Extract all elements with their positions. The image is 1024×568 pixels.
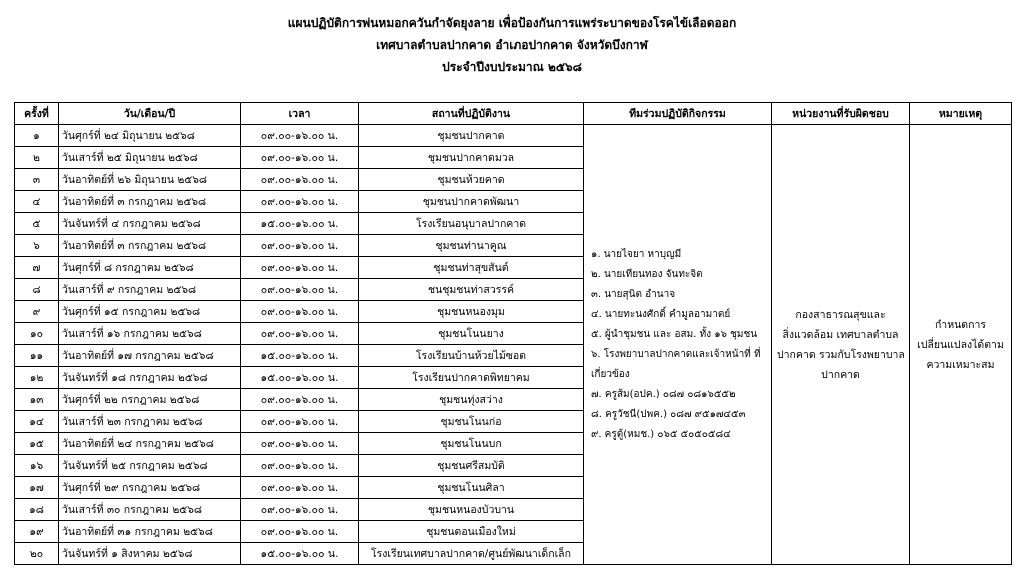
row-time: ๐๙.๐๐-๑๖.๐๐ น. [241, 191, 359, 213]
document-header [0, 0, 1024, 78]
row-place: ชุมชนโนนศิลา [359, 477, 584, 499]
row-no: ๑๑ [15, 345, 59, 367]
team-member: เกี่ยวข้อง [591, 368, 630, 380]
row-time: ๐๙.๐๐-๑๖.๐๐ น. [241, 411, 359, 433]
remark-line: กำหนดการ [934, 318, 987, 331]
row-no: ๔ [15, 191, 59, 213]
table-header-row [15, 103, 1012, 125]
agency-line: ปากคาด รวมกับโรงพยาบาล [777, 348, 905, 361]
row-date: วันศุกร์ที่ ๒๙ กรกฎาคม ๒๕๖๘ [59, 477, 241, 499]
team-member: ๖. โรงพยาบาลปากคาดและเจ้าหน้าที่ ที่ [591, 348, 761, 360]
row-date: วันจันทร์ที่ ๔ กรกฎาคม ๒๕๖๘ [59, 213, 241, 235]
row-time: ๐๙.๐๐-๑๖.๐๐ น. [241, 235, 359, 257]
row-date: วันอาทิตย์ที่ ๓ กรกฎาคม ๒๕๖๘ [59, 191, 241, 213]
row-place: ชุมชนโนนยาง [359, 323, 584, 345]
agency-line: ปากคาด [821, 368, 860, 381]
agency-line: กองสาธารณสุขและ [795, 308, 886, 321]
row-no: ๗ [15, 257, 59, 279]
row-date: วันศุกร์ที่ ๘ กรกฎาคม ๒๕๖๘ [59, 257, 241, 279]
col-header-agency: หน่วยงานที่รับผิดชอบ [772, 103, 910, 125]
row-time: ๐๙.๐๐-๑๖.๐๐ น. [241, 279, 359, 301]
row-no: ๑๙ [15, 521, 59, 543]
row-date: วันจันทร์ที่ ๑๘ กรกฎาคม ๒๕๖๘ [59, 367, 241, 389]
schedule-table [14, 102, 1012, 565]
row-time: ๐๙.๐๐-๑๖.๐๐ น. [241, 147, 359, 169]
row-date: วันศุกร์ที่ ๒๒ กรกฎาคม ๒๕๖๘ [59, 389, 241, 411]
row-no: ๑ [15, 125, 59, 147]
row-place: ชุมชนศรีสมบัติ [359, 455, 584, 477]
row-place: ชุมชนท่านาคูณ [359, 235, 584, 257]
team-member: ๓. นายสุนิต อำนาจ [591, 288, 676, 300]
row-place: ชนชุมชนท่าสวรรค์ [359, 279, 584, 301]
municipality-title: เทศบาลตำบลปากคาด อำเภอปากคาด จังหวัดบึงกาฬ [376, 38, 648, 52]
row-date: วันเสาร์ที่ ๒๓ กรกฎาคม ๒๕๖๘ [59, 411, 241, 433]
row-time: ๑๕.๐๐-๑๖.๐๐ น. [241, 367, 359, 389]
row-place: โรงเรียนเทศบาลปากคาด/ศูนย์พัฒนาเด็กเล็ก [359, 543, 584, 565]
row-date: วันอาทิตย์ที่ ๓๑ กรกฎาคม ๒๕๖๘ [59, 521, 241, 543]
row-date: วันศุกร์ที่ ๒๔ มิถุนายน ๒๕๖๘ [59, 125, 241, 147]
row-time: ๐๙.๐๐-๑๖.๐๐ น. [241, 455, 359, 477]
row-time: ๐๙.๐๐-๑๖.๐๐ น. [241, 301, 359, 323]
row-time: ๐๙.๐๐-๑๖.๐๐ น. [241, 521, 359, 543]
row-place: ชุมชนปากคาดมวล [359, 147, 584, 169]
col-header-no: ครั้งที่ [15, 103, 59, 125]
agency-line: สิ่งแวดล้อม เทศบาลตำบล [782, 328, 899, 341]
row-no: ๒ [15, 147, 59, 169]
team-list [587, 245, 768, 445]
row-time: ๐๙.๐๐-๑๖.๐๐ น. [241, 477, 359, 499]
col-header-remark: หมายเหตุ [910, 103, 1012, 125]
team-member: ๙. ครูตู้(หมช.) ๐๖๕ ๕๐๕๐๕๘๔ [591, 428, 731, 440]
table-row [15, 125, 1012, 147]
row-no: ๑๗ [15, 477, 59, 499]
remark-line: เปลี่ยนแปลงได้ตาม [917, 338, 1004, 351]
row-date: วันเสาร์ที่ ๑๖ กรกฎาคม ๒๕๖๘ [59, 323, 241, 345]
row-place: ชุมชนดอนเมืองใหม่ [359, 521, 584, 543]
row-date: วันเสาร์ที่ ๓๐ กรกฎาคม ๒๕๖๘ [59, 499, 241, 521]
row-place: โรงเรียนบ้านห้วยไม้ซอด [359, 345, 584, 367]
team-member: ๗. ครูส้ม(อปค.) ๐๘๗ ๐๘๑๖๕๕๒ [591, 388, 736, 400]
row-date: วันเสาร์ที่ ๙ กรกฎาคม ๒๕๖๘ [59, 279, 241, 301]
team-cell [584, 125, 772, 565]
row-time: ๐๙.๐๐-๑๖.๐๐ น. [241, 389, 359, 411]
row-date: วันเสาร์ที่ ๒๕ มิถุนายน ๒๕๖๘ [59, 147, 241, 169]
team-member: ๕. ผู้นำชุมชน และ อสม. ทั้ง ๑๖ ชุมชน [591, 328, 758, 340]
row-no: ๑๓ [15, 389, 59, 411]
remark-text [913, 315, 1008, 375]
row-place: ชุมชนห้วยคาด [359, 169, 584, 191]
row-place: ชุมชนหนองบัวบาน [359, 499, 584, 521]
row-date: วันจันทร์ที่ ๒๕ กรกฎาคม ๒๕๖๘ [59, 455, 241, 477]
row-no: ๒๐ [15, 543, 59, 565]
row-date: วันอาทิตย์ที่ ๒๖ มิถุนายน ๒๕๖๘ [59, 169, 241, 191]
row-date: วันจันทร์ที่ ๑ สิงหาคม ๒๕๖๘ [59, 543, 241, 565]
row-time: ๐๙.๐๐-๑๖.๐๐ น. [241, 125, 359, 147]
row-place: ชุมชนท่าสุขสันต์ [359, 257, 584, 279]
row-no: ๖ [15, 235, 59, 257]
row-no: ๘ [15, 279, 59, 301]
row-time: ๐๙.๐๐-๑๖.๐๐ น. [241, 323, 359, 345]
remark-line: ความเหมาะสม [926, 358, 995, 371]
row-place: โรงเรียนอนุบาลปากคาด [359, 213, 584, 235]
col-header-team: ทีมร่วมปฏิบัติกิจกรรม [584, 103, 772, 125]
team-member: ๘. ครูวัชนี(ปพค.) ๐๘๗ ๙๕๑๗๔๕๓ [591, 408, 746, 420]
team-member: ๔. นายทะนงศักดิ์ คำมูลอามาตย์ [591, 308, 731, 320]
row-time: ๐๙.๐๐-๑๖.๐๐ น. [241, 433, 359, 455]
row-no: ๑๕ [15, 433, 59, 455]
row-time: ๐๙.๐๐-๑๖.๐๐ น. [241, 499, 359, 521]
row-date: วันศุกร์ที่ ๑๕ กรกฎาคม ๒๕๖๘ [59, 301, 241, 323]
agency-cell [772, 125, 910, 565]
remark-cell [910, 125, 1012, 565]
row-place: ชุมชนปากคาด [359, 125, 584, 147]
col-header-place: สถานที่ปฏิบัติงาน [359, 103, 584, 125]
row-date: วันอาทิตย์ที่ ๒๔ กรกฎาคม ๒๕๖๘ [59, 433, 241, 455]
row-no: ๑๐ [15, 323, 59, 345]
document-title: แผนปฏิบัติการพ่นหมอกควันกำจัดยุงลาย เพื่อป้องกันการแพร่ระบาดของโรคไข้เลือดออก [287, 16, 737, 30]
row-date: วันอาทิตย์ที่ ๑๗ กรกฎาคม ๒๕๖๘ [59, 345, 241, 367]
team-member: ๒. นายเทียนทอง จันทะจิต [591, 268, 703, 280]
row-no: ๑๔ [15, 411, 59, 433]
row-place: ชุมชนปากคาดพัฒนา [359, 191, 584, 213]
row-no: ๑๒ [15, 367, 59, 389]
row-place: ชุมชนทุ่งสว่าง [359, 389, 584, 411]
agency-text [775, 305, 906, 385]
row-no: ๕ [15, 213, 59, 235]
row-date: วันอาทิตย์ที่ ๓ กรกฎาคม ๒๕๖๘ [59, 235, 241, 257]
col-header-date: วัน/เดือน/ปี [59, 103, 241, 125]
fiscal-year-title: ประจำปีงบประมาณ ๒๕๖๘ [442, 60, 582, 74]
row-place: ชุมชนหนองมุม [359, 301, 584, 323]
row-time: ๑๕.๐๐-๑๖.๐๐ น. [241, 213, 359, 235]
row-place: โรงเรียนปากคาดพิทยาคม [359, 367, 584, 389]
row-place: ชุมชนโนนบก [359, 433, 584, 455]
row-time: ๐๙.๐๐-๑๖.๐๐ น. [241, 169, 359, 191]
col-header-time: เวลา [241, 103, 359, 125]
row-time: ๑๕.๐๐-๑๖.๐๐ น. [241, 345, 359, 367]
row-no: ๑๘ [15, 499, 59, 521]
row-no: ๑๖ [15, 455, 59, 477]
row-place: ชุมชนโนนก่อ [359, 411, 584, 433]
row-time: ๐๙.๐๐-๑๖.๐๐ น. [241, 257, 359, 279]
row-no: ๙ [15, 301, 59, 323]
row-no: ๓ [15, 169, 59, 191]
team-member: ๑. นายไจยา หาบุญมี [591, 248, 682, 260]
row-time: ๑๕.๐๐-๑๖.๐๐ น. [241, 543, 359, 565]
